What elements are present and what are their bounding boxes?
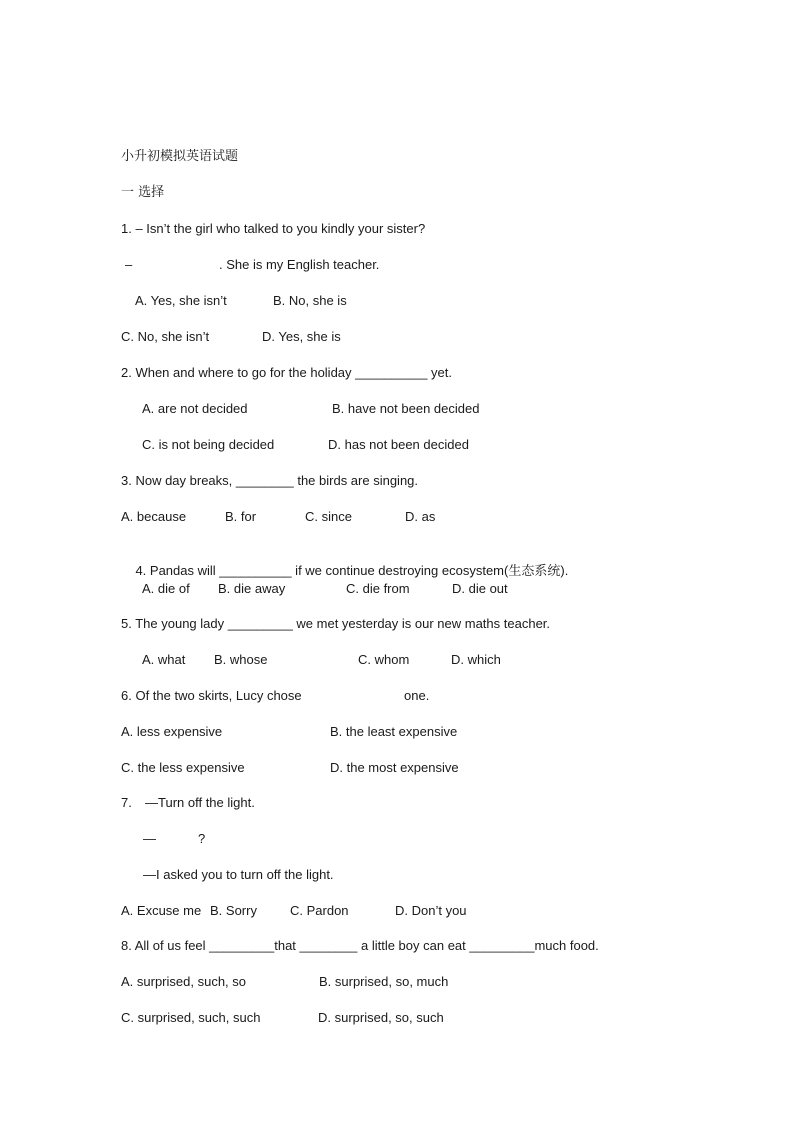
question-6-option-a: A. less expensive (121, 724, 223, 739)
question-5-option-c: C. whom (358, 652, 410, 667)
question-4-option-c: C. die from (346, 581, 410, 596)
question-6-stem-end: one. (404, 688, 430, 703)
question-5-option-a: A. what (142, 652, 186, 667)
section-heading: 一 选择 (121, 185, 165, 200)
question-1-dash: – (125, 257, 133, 272)
question-7-dash: — (143, 831, 156, 846)
question-3-option-b: B. for (225, 509, 257, 524)
question-4-option-d: D. die out (452, 581, 508, 596)
question-8-option-b: B. surprised, so, much (319, 974, 449, 989)
question-2-option-c: C. is not being decided (142, 437, 275, 452)
question-2-stem: 2. When and where to go for the holiday __________ yet. (121, 365, 453, 380)
question-6-option-b: B. the least expensive (330, 724, 458, 739)
question-1-option-c: C. No, she isn’t (121, 329, 210, 344)
question-1-option-b: B. No, she is (273, 293, 347, 308)
question-2-option-a: A. are not decided (142, 401, 248, 416)
question-8-option-a: A. surprised, such, so (121, 974, 246, 989)
question-3-option-a: A. because (121, 509, 187, 524)
question-7-option-b: B. Sorry (210, 903, 257, 918)
question-1-stem: 1. – Isn’t the girl who talked to you kindly your sister? (121, 221, 426, 236)
question-2-option-b: B. have not been decided (332, 401, 480, 416)
question-4-stem-end: ). (560, 563, 569, 578)
question-1-option-d: D. Yes, she is (262, 329, 341, 344)
question-4-stem-text: 4. Pandas will __________ if we continue destroying ecosystem( (135, 563, 509, 578)
question-5-option-d: D. which (451, 652, 501, 667)
question-4-stem-cjk: 生态系统 (508, 564, 561, 579)
question-8-option-c: C. surprised, such, such (121, 1010, 261, 1025)
question-4-option-b: B. die away (218, 581, 286, 596)
question-7-line-1: —Turn off the light. (145, 795, 255, 810)
question-1-option-a: A. Yes, she isn’t (135, 293, 227, 308)
question-5-stem: 5. The young lady _________ we met yesterday is our new maths teacher. (121, 616, 551, 631)
question-1-answer-line: . She is my English teacher. (219, 257, 380, 272)
question-2-option-d: D. has not been decided (328, 437, 469, 452)
question-7-number: 7. (121, 795, 132, 810)
question-6-option-d: D. the most expensive (330, 760, 459, 775)
question-6-stem: 6. Of the two skirts, Lucy chose (121, 688, 302, 703)
question-7-option-c: C. Pardon (290, 903, 349, 918)
question-6-option-c: C. the less expensive (121, 760, 245, 775)
question-4-option-a: A. die of (142, 581, 190, 596)
question-3-option-d: D. as (405, 509, 436, 524)
question-3-stem: 3. Now day breaks, ________ the birds are singing. (121, 473, 419, 488)
question-3-option-c: C. since (305, 509, 352, 524)
question-7-line-3: —I asked you to turn off the light. (143, 867, 334, 882)
doc-title: 小升初模拟英语试题 (121, 149, 239, 164)
question-5-option-b: B. whose (214, 652, 268, 667)
question-7-option-a: A. Excuse me (121, 903, 202, 918)
question-8-stem: 8. All of us feel _________that ________ a little boy can eat _________much food. (121, 938, 599, 953)
question-7-option-d: D. Don’t you (395, 903, 467, 918)
question-8-option-d: D. surprised, so, such (318, 1010, 444, 1025)
question-7-question-mark: ? (198, 831, 206, 846)
